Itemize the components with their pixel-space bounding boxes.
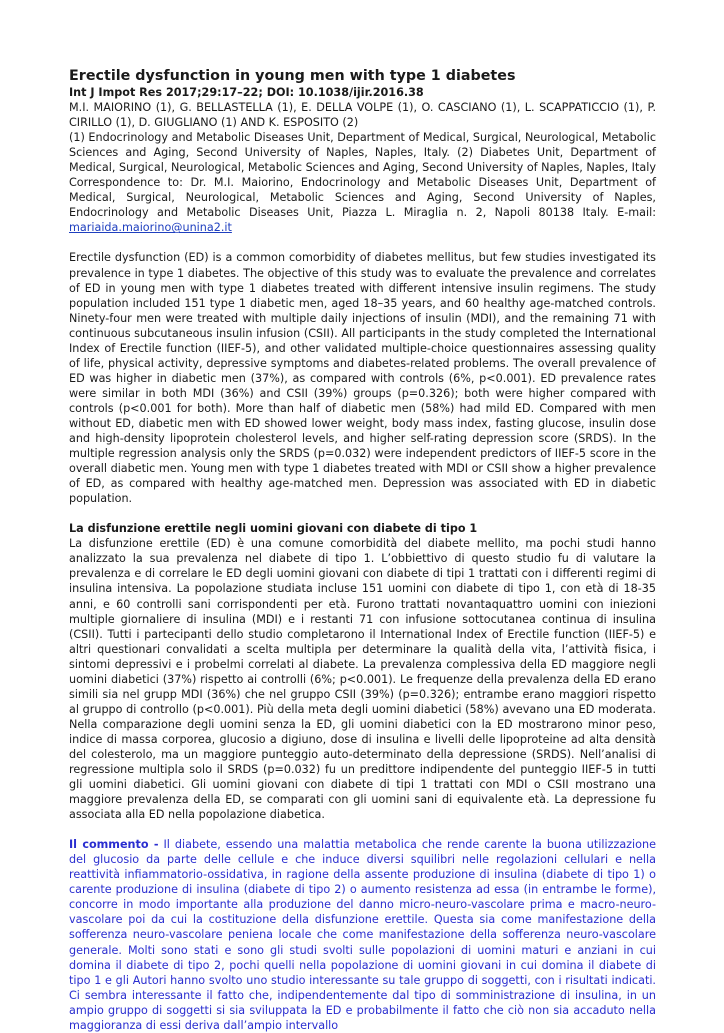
spacer [69,235,656,250]
article [69,68,656,1033]
correspondence [69,175,656,235]
authors: M.I. MAIORINO (1), G. BELLASTELLA (1), E. DELLA VOLPE (1), O. CASCIANO (1), L. SCAPPATICCIO (1), P. CIRILLO (1), D. GIUGLIANO (1) AND K. ESPOSITO (2) [69,101,656,130]
comment-paragraph [69,837,656,1033]
article-title: Erectile dysfunction in young men with type 1 diabetes [69,68,516,84]
spacer [69,822,656,837]
comment-text: Il diabete, essendo una malattia metabolica che rende carente la buona utilizzazione del glucosio da parte delle cellule e che induce diversi squilibri nelle regolazioni cellulari e nella reattività infiammatorio-ossidativa, in ragione della assente produzione di insulina (diabete di tipo 1) o carente produzione di insulina (diabete di tipo 2) o aumento resistenza ad essa (in entrambe le forme), concorre in modo importante alla produzione del danno micro-neuro-vascolare prima e macro-neuro-vascolare poi da cui la costituzione della disfunzione erettile. Questa sia come manifestazione della sofferenza neuro-vascolare peniena locale che come manifestazione della sofferenza neuro-vascolare generale. Molti sono stati e sono gli studi svolti sulle popolazioni di uomini maturi e anziani in cui domina il diabete di tipo 2, pochi quelli nella popolazione di uomini giovani in cui domina il diabete di tipo 1 e gli Autori hanno svolto uno studio interessante su tale gruppo di soggetti, con i risultati indicati. Ci sembra interessante il fatto che, indipendentemente dal tipo di somministrazione di insulina, in un ampio gruppo di soggetti si sia sviluppata la ED e probabilmente il fatto che ciò non sia accaduto nella maggioranza di essi deriva dall’ampio intervallo [69,838,656,1032]
italian-heading: La disfunzione erettile negli uomini giovani con diabete di tipo 1 [69,522,478,536]
affiliations: (1) Endocrinology and Metabolic Diseases Unit, Department of Medical, Surgical, Neurological, Metabolic Sciences and Aging, Second University of Naples, Naples, Italy. (2) Diabetes Unit, Department of Medical, Surgical, Neurological, Metabolic Sciences and Aging, Second University of Naples, Naples, Italy [69,131,656,175]
correspondence-text: Correspondence to: Dr. M.I. Maiorino, Endocrinology and Metabolic Diseases Unit, Department of Medical, Surgical, Neurological, Metabolic Sciences and Aging, Second University of Naples, Endocrinology and Metabolic Diseases Unit, Piazza L. Miraglia n. 2, Napoli 80138 Italy. E-mail: [69,176,656,220]
email-link[interactable]: mariaida.maiorino@unina2.it [69,221,232,235]
spacer [69,506,656,521]
citation: Int J Impot Res 2017;29:17–22; DOI: 10.1038/ijir.2016.38 [69,86,424,99]
abstract-italian: La disfunzione erettile (ED) è una comune comorbidità del diabete mellito, ma pochi studi hanno analizzato la sua prevalenza nel diabete di tipo 1. L’obbiettivo di questo studio fu di valutare la prevalenza e di correlare le ED degli uomini giovani con diabete di tipi 1 trattati con i differenti regimi di insulina intensiva. La popolazione studiata incluse 151 uomini con diabete di tipo 1, con età di 18-35 anni, e 60 controlli sani corrispondenti per età. Furono trattati novantaquattro uomini con iniezioni multiple giornaliere di insulina (MDI) e i restanti 71 con infusione sottocutanea continua di insulina (CSII). Tutti i partecipanti dello studio completarono il International Index of Erectile function (IIEF-5) e altri questionari convalidati a scelta multipla per determinare la qualità della vita, l’attività fisica, i sintomi depressivi e i probelmi correlati al diabete. La prevalenza complessiva della ED maggiore negli uomini diabetici (37%) rispetto ai controlli (6%; p<0.001). Le frequenze della prevalenza della ED erano simili sia nel grupp MDI (36%) che nel gruppo CSII (39%) (p=0.326); entrambe erano maggiori rispetto al gruppo di controllo (p<0.001). Più della meta degli uomini diabetici (58%) avevano una ED moderata. Nella comparazione degli uomini senza la ED, gli uomini diabetici con la ED mostrarono minor peso, indice di massa corporea, glucosio a digiuno, dose di insulina e livelli delle lipoproteine ad alta densità del colesterolo, ma un maggiore punteggio auto-determinato della depressione (SRDS). Nell’analisi di regressione multipla solo il SRDS (p=0.032) fu un predittore indipendente del punteggio IIEF-5 in tutti gli uomini diabetici. Gli uomini giovani con diabete di tipi 1 trattati con MDI o CSII mostrano una maggiore prevalenza della ED, se comparati con gli uomini sani di equivalente età. La depressione fu associata alla ED nella popolazione diabetica. [69,537,656,822]
abstract-english: Erectile dysfunction (ED) is a common comorbidity of diabetes mellitus, but few studies investigated its prevalence in type 1 diabetes. The objective of this study was to evaluate the prevalence and correlates of ED in young men with type 1 diabetes treated with different intensive insulin regimens. The study population included 151 type 1 diabetic men, aged 18–35 years, and 60 healthy age-matched controls. Ninety-four men were treated with multiple daily injections of insulin (MDI), and the remaining 71 with continuous subcutaneous insulin infusion (CSII). All participants in the study completed the International Index of Erectile function (IIEF-5), and other validated multiple-choice questionnaires assessing quality of life, physical activity, depressive symptoms and diabetes-related problems. The overall prevalence of ED was higher in diabetic men (37%), as compared with controls (6%, p<0.001). ED prevalence rates were similar in both MDI (36%) and CSII (39%) groups (p=0.326); both were higher compared with controls (p<0.001 for both). More than half of diabetic men (58%) had mild ED. Compared with men without ED, diabetic men with ED showed lower weight, body mass index, fasting glucose, insulin dose and high-density lipoprotein cholesterol levels, and higher self-rating depression score (SRDS). In the multiple regression analysis only the SRDS (p=0.032) were independent predictors of IIEF-5 score in the overall diabetic men. Young men with type 1 diabetes treated with MDI or CSII show a higher prevalence of ED, as compared with healthy age-matched men. Depression was associated with ED in diabetic population. [69,251,656,506]
comment-label: Il commento - [69,838,159,852]
